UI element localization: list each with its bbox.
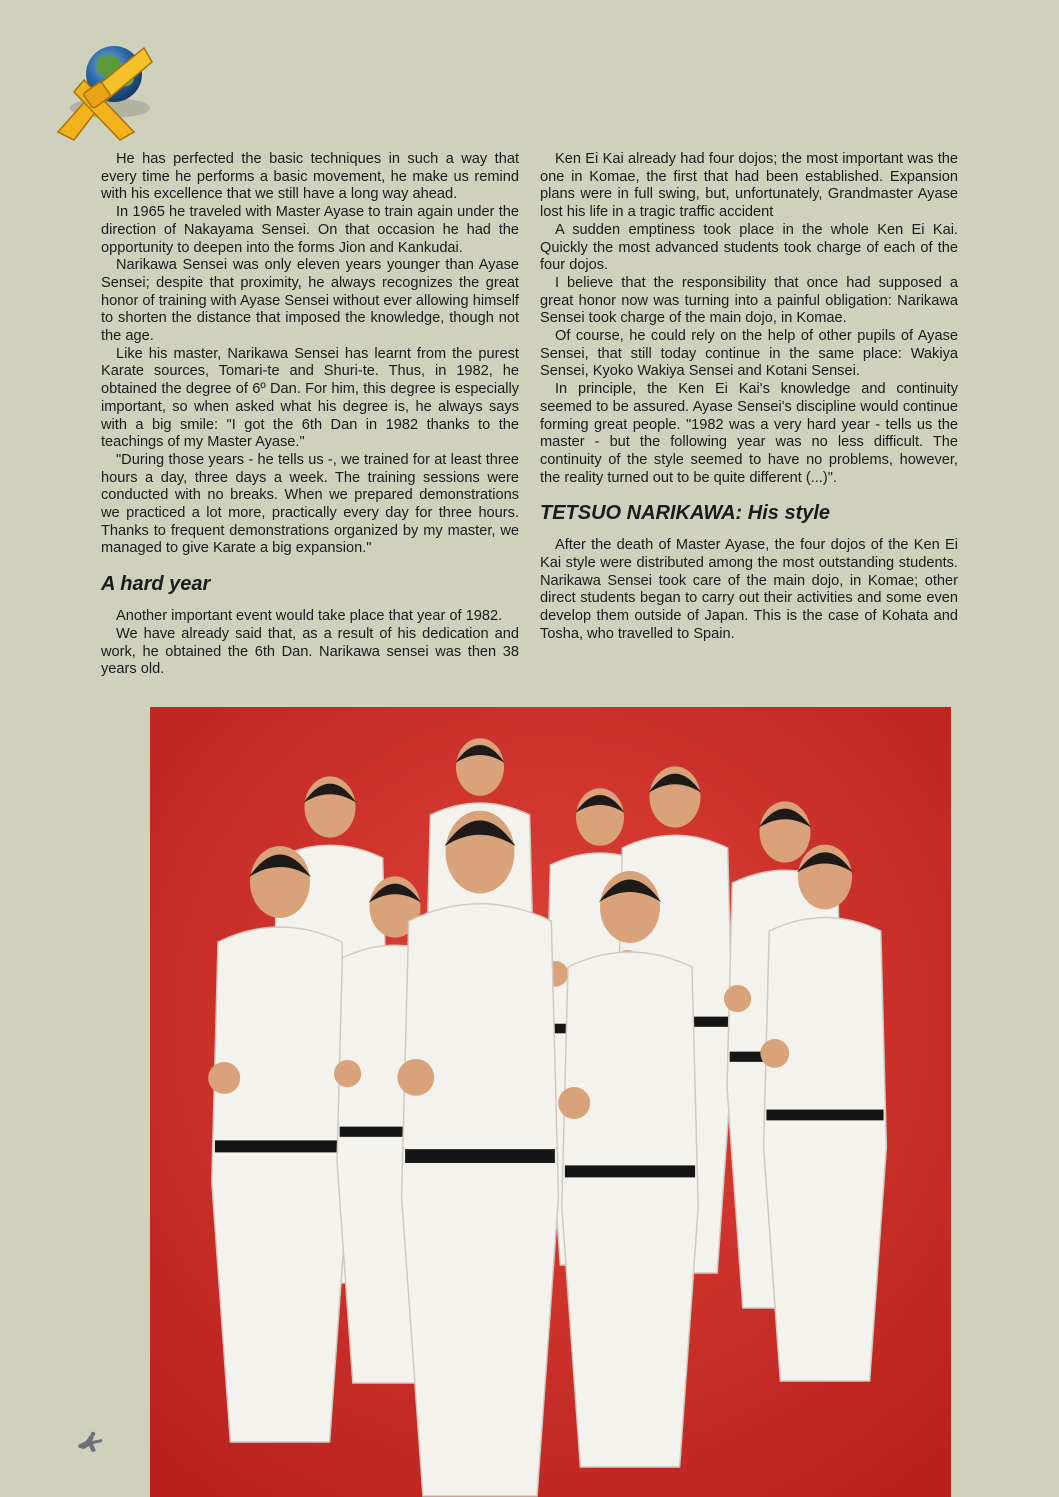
- paragraph: In 1965 he traveled with Master Ayase to train again under the direction of Nakayama Sensei. On that occasion he had the opportunity to deepen into the forms Jion and Kankudai.: [101, 204, 519, 256]
- globe-and-belt-icon: [48, 40, 160, 145]
- paragraph: Like his master, Narikawa Sensei has learnt from the purest Karate sources, Tomari-te and Shuri-te. Thus, in 1982, he obtained the degree of 6º Dan. For him, this degree is especially important, so when asked what his degree is, he always says with a big smile: "I got the 6th Dan in 1982 thanks to the teachings of my Master Ayase.": [101, 345, 519, 451]
- paragraph: Another important event would take place that year of 1982.: [116, 608, 503, 625]
- paragraph: "During those years - he tells us -, we trained for at least three hours a day, three days a week. The training sessions were conducted with no breaks. When we prepared demonstrations we practiced a lot more, practically every day for three hours. Thanks to frequent demonstrations organized by my master, we managed to give Karate a big expansion.": [101, 451, 519, 557]
- paragraph: Of course, he could rely on the help of other pupils of Ayase Sensei, that still today continue in the same place: Wakiya Sensei, Kyoko Wakiya Sensei and Kotani Sensei.: [540, 328, 958, 380]
- paragraph: He has perfected the basic techniques in such a way that every time he performs a basic movement, he make us remind with his excellence that we still have a long way ahead.: [101, 151, 519, 203]
- paragraph: After the death of Master Ayase, the four dojos of the Ken Ei Kai style were distributed among the most outstanding students. Narikawa Sensei took care of the main dojo, in Komae; other direct students began to carry out their activities and some even develop them outside of Japan. This is the case of Kohata and Tosha, who travelled to Spain.: [540, 537, 958, 642]
- paragraph: In principle, the Ken Ei Kai's knowledge and continuity seemed to be assured. Ayase Sensei's discipline would continue forming great people. "1982 was a very hard year - tells us the master - but the following year was no less difficult. The continuity of the style seemed to have no problems, however, the reality turned out to be quite different (...)".: [540, 381, 958, 486]
- left-column: [101, 151, 519, 679]
- paragraph: Narikawa Sensei was only eleven years younger than Ayase Sensei; despite that proximity, he always recognizes the great honor of training with Ayase Sensei without ever allowing himself to shorten the distance that imposed the knowledge, though not the age.: [101, 257, 519, 345]
- section-heading: A hard year: [101, 573, 211, 596]
- paragraph: A sudden emptiness took place in the whole Ken Ei Kai. Quickly the most advanced students took charge of each of the four dojos.: [540, 221, 958, 274]
- group-photo: [150, 707, 951, 1497]
- paragraph: We have already said that, as a result of his dedication and work, he obtained the 6th Dan. Narikawa sensei was then 38 years old.: [101, 625, 519, 678]
- karateka-silhouette-icon: [76, 1431, 104, 1453]
- paragraph: I believe that the responsibility that once had supposed a great honor now was turning into a painful obligation: Narikawa Sensei took charge of the main dojo, in Komae.: [540, 274, 958, 327]
- right-column: [540, 151, 958, 644]
- paragraph: Ken Ei Kai already had four dojos; the most important was the one in Komae, the first that had been established. Expansion plans were in full swing, but, unfortunately, Grandmaster Ayase lost his life in a tragic traffic accident: [540, 151, 958, 221]
- section-heading: TETSUO NARIKAWA: His style: [540, 502, 831, 525]
